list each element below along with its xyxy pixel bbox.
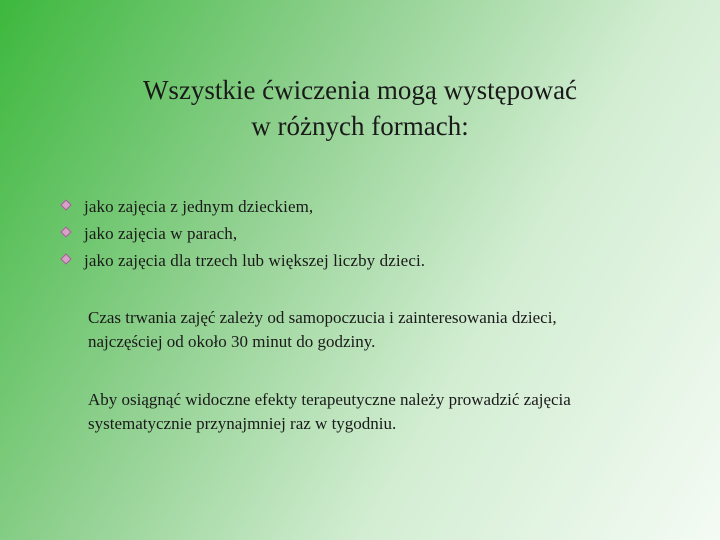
slide-title	[60, 72, 660, 144]
bullet-text: jako zajęcia z jednym dzieckiem,	[84, 197, 314, 216]
paragraph-line: Czas trwania zajęć zależy od samopoczucia i zainteresowania dzieci,	[88, 308, 557, 327]
bullet-item	[62, 220, 682, 247]
paragraph-line: Aby osiągnąć widoczne efekty terapeutyczne należy prowadzić zajęcia	[88, 390, 571, 409]
paragraph-line: najczęściej od około 30 minut do godziny.	[88, 332, 376, 351]
bullet-item	[62, 193, 682, 220]
diamond-bullet-icon	[60, 226, 71, 237]
diamond-bullet-icon	[60, 253, 71, 264]
bullet-list	[62, 193, 682, 274]
bullet-text: jako zajęcia dla trzech lub większej liczby dzieci.	[84, 251, 426, 270]
bullet-item	[62, 247, 682, 274]
bullet-text: jako zajęcia w parach,	[84, 224, 238, 243]
diamond-bullet-icon	[60, 199, 71, 210]
title-line-1: Wszystkie ćwiczenia mogą występować	[142, 75, 578, 105]
paragraph-line: systematycznie przynajmniej raz w tygodniu.	[88, 414, 397, 433]
paragraph-duration	[88, 306, 688, 354]
paragraph-frequency	[88, 388, 688, 436]
title-line-2: w różnych formach:	[251, 111, 469, 141]
